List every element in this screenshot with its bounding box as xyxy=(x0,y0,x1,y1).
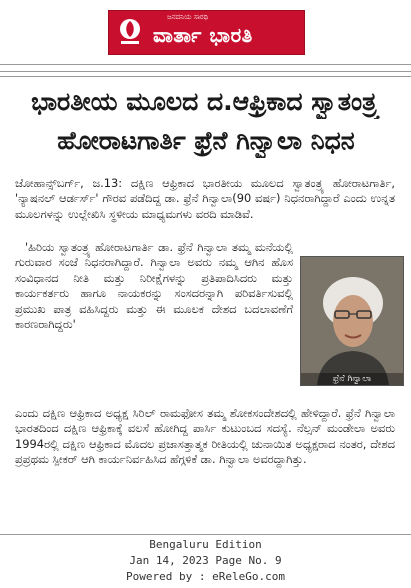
masthead-logo xyxy=(108,10,305,55)
article-quote xyxy=(15,240,293,332)
article-lead xyxy=(15,176,395,222)
divider xyxy=(0,64,411,65)
divider xyxy=(0,76,411,77)
article-closing xyxy=(15,406,395,468)
divider xyxy=(0,71,411,72)
footer-edition: Bengaluru Edition xyxy=(149,538,262,551)
headline-line-2: ಹೋರಾಟಗಾರ್ತಿ ಫ್ರೆನೆ ಗಿನ್ವಾಲಾ ನಿಧನ xyxy=(57,126,355,155)
closing-paragraph: ಎಂದು ದಕ್ಷಿಣ ಆಫ್ರಿಕಾದ ಅಧ್ಯಕ್ಷ ಸಿರಿಲ್ ರಾಮಫೋಸ ತಮ್ಮ ಶೋಕಸಂದೇಶದಲ್ಲಿ ಹೇಳಿದ್ದಾರೆ. ಫ್ರೆನೆ ಗಿನ್ವಾಲಾ ಭಾರತದಿಂದ ದಕ್ಷಿಣ ಆಫ್ರಿಕಾಕ್ಕೆ ವಲಸೆ ಹೋಗಿದ್ದ ಪಾರ್ಸಿ ಕುಟುಂಬದ ಸದಸ್ಯೆ. ನೆಲ್ಸನ್ ಮಂಡೇಲಾ ಅವರು 1994ರಲ್ಲಿ ದಕ್ಷಿಣ ಆಫ್ರಿಕಾದ ಮೊದಲ ಪ್ರಜಾಸತ್ತಾತ್ಮಕ ರೀತಿಯಲ್ಲಿ ಚುನಾಯಿತ ಅಧ್ಯಕ್ಷರಾದ ನಂತರ, ದೇಶದ ಪ್ರಪ್ರಥಮ ಸ್ಪೀಕರ್ ಆಗಿ ಕಾರ್ಯನಿರ್ವಹಿಸಿದ ಹೆಗ್ಗಳಿಕೆ ಡಾ. ಗಿನ್ವಾಲಾ ಅವರದ್ದಾಗಿತ್ತು. xyxy=(15,406,395,467)
footer-powered-by[interactable]: Powered by : eReleGo.com xyxy=(126,570,285,583)
footer-divider xyxy=(0,534,411,535)
masthead-name: ವಾರ್ತಾ ಭಾರತಿ xyxy=(153,23,253,47)
lead-paragraph: ಜೋಹಾನ್ಸ್‌ಬರ್ಗ್, ಜ.13: ದಕ್ಷಿಣ ಆಫ್ರಿಕಾದ ಭಾರತೀಯ ಮೂಲದ ಸ್ವಾತಂತ್ರ್ಯ ಹೋರಾಟಗಾರ್ತಿ, 'ನ್ಯಾಷನಲ್ ಆರ್ಡರ್ಸ್' ಗೌರವ ಪಡೆದಿದ್ದ ಡಾ. ಫ್ರೆನೆ ಗಿನ್ವಾಲಾ(90 ವರ್ಷ) ನಿಧನರಾಗಿದ್ದಾರೆ ಎಂದು ಉನ್ನತ ಮೂಲಗಳನ್ನು ಉಲ್ಲೇಖಿಸಿ ಸ್ಥಳೀಯ ಮಾಧ್ಯಮಗಳು ವರದಿ ಮಾಡಿವೆ. xyxy=(15,176,395,221)
logo-emblem-icon xyxy=(115,16,145,48)
quote-paragraph: 'ಹಿರಿಯ ಸ್ವಾತಂತ್ರ್ಯ ಹೋರಾಟಗಾರ್ತಿ ಡಾ. ಫ್ರೆನೆ ಗಿನ್ವಾಲಾ ತಮ್ಮ ಮನೆಯಲ್ಲಿ ಗುರುವಾರ ಸಂಜೆ ನಿಧನರಾಗಿದ್ದಾರೆ. ಗಿನ್ವಾಲಾ ಅವರು ನಮ್ಮ ಆಗಿನ ಹೊಸ ಸಂವಿಧಾನದ ನೀತಿ ಮತ್ತು ನಿರೀಕ್ಷೆಗಳನ್ನು ಪ್ರತಿಪಾದಿಸಿದರು ಮತ್ತು ಕಾರ್ಯಕರ್ತರು ಹಾಗೂ ನಾಯಕರನ್ನು ಸಂಸದರನ್ನಾಗಿ ಪರಿವರ್ತಿಸುವಲ್ಲಿ ಪ್ರಮುಖ ಪಾತ್ರ ವಹಿಸಿದ್ದರು ಮತ್ತು ಈ ಮೂಲಕ ದೇಶದ ಬದಲಾವಣೆಗೆ ಕಾರಣರಾಗಿದ್ದರು' xyxy=(15,240,293,332)
masthead-tagline: ಜನದನಿಯ ಸಾರಥಿ xyxy=(167,13,209,21)
headline-line-1: ಭಾರತೀಯ ಮೂಲದ ದ.ಆಫ್ರಿಕಾದ ಸ್ವಾತಂತ್ರ್ಯ xyxy=(31,87,381,116)
footer-date-page: Jan 14, 2023 Page No. 9 xyxy=(129,554,282,567)
portrait-photo xyxy=(300,256,404,386)
photo-caption: ಫ್ರೆನೆ ಗಿನ್ವಾಲಾ xyxy=(301,373,403,385)
portrait-image xyxy=(301,257,403,385)
